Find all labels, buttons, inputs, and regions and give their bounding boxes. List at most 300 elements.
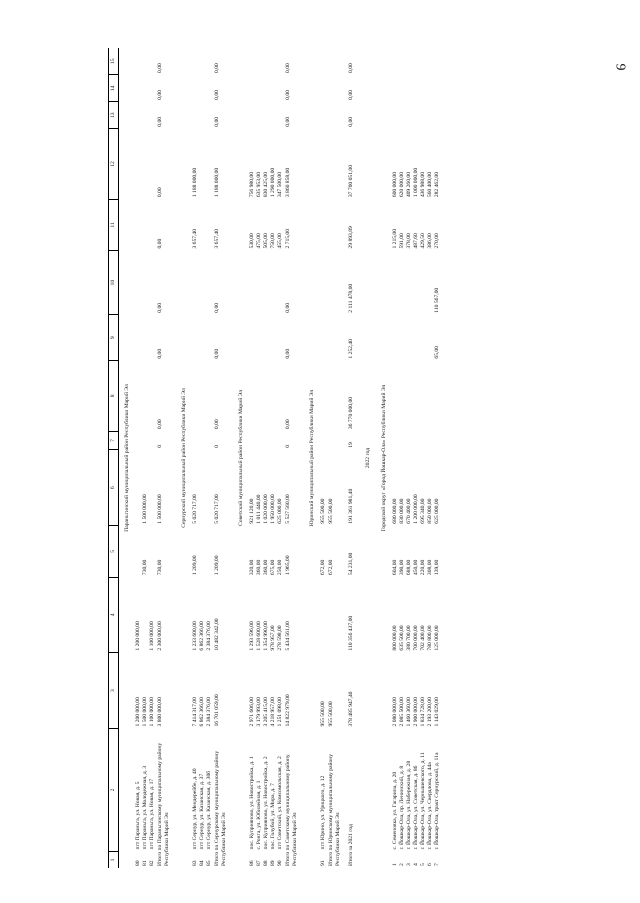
table-row — [399, 48, 406, 868]
cell-c12: 1 188 000,00 — [214, 167, 220, 198]
cell-c4: 978 957,00 — [270, 625, 276, 651]
cell-c13 — [427, 102, 434, 129]
cell-c6: 830 000,00 — [399, 498, 405, 524]
cell-c5 — [149, 526, 156, 577]
cell-c15 — [399, 48, 406, 75]
row-address: пгт Сернур, ул. Казанская, д. 37 — [199, 773, 205, 850]
cell-c8 — [256, 361, 263, 431]
cell-c4: 1 293 596,00 — [249, 621, 255, 651]
header-col-12: 12 — [109, 129, 119, 199]
cell-c14 — [199, 75, 206, 102]
cell-c3: 955 500,00 — [320, 701, 326, 727]
cell-c7 — [142, 431, 149, 450]
table-row — [263, 48, 270, 868]
cell-c14 — [427, 75, 434, 102]
row-number: 6 — [427, 863, 433, 866]
cell-c9 — [249, 315, 256, 361]
cell-c4: 2 384 376,00 — [206, 621, 212, 651]
row-address: г. Йошкар-Ола, ул. Советская, д. 86 — [413, 765, 419, 850]
row-address: с. Ронга, ул. Юбилейная, д. 1 — [256, 780, 262, 850]
header-col-13: 13 — [109, 102, 119, 129]
cell-c11: 3 657,40 — [192, 228, 198, 249]
cell-c14 — [256, 75, 263, 102]
header-col-6: 6 — [109, 450, 119, 526]
cell-c3: 3 179 993,00 — [256, 697, 262, 727]
row-address: с. Семеновка, ул. Гагарина, д. 20 — [392, 771, 398, 850]
cell-c14: 0,00 — [348, 90, 354, 100]
total-row — [284, 48, 304, 868]
row-number: 2 — [399, 863, 405, 866]
cell-c6: 1 500 000,00 — [142, 494, 148, 524]
cell-c3: 1 200 000,00 — [135, 697, 141, 727]
cell-c15 — [142, 48, 149, 75]
rotated-table-container — [108, 28, 628, 868]
cell-c11: 386,00 — [427, 233, 433, 249]
cell-c8 — [263, 361, 270, 431]
cell-c7 — [192, 431, 199, 450]
cell-c11 — [149, 199, 156, 250]
row-address: пгт Параньга, ул. Новая, д. 5 — [135, 781, 141, 850]
cell-c11 — [142, 199, 149, 250]
table-row — [256, 48, 263, 868]
cell-c3: 2 971 606,00 — [249, 697, 255, 727]
table-row — [199, 48, 206, 868]
cell-c15 — [277, 48, 284, 75]
total-row — [327, 48, 347, 868]
cell-c5: 360,00 — [256, 559, 262, 576]
cell-c8 — [406, 361, 413, 431]
cell-c5 — [199, 526, 206, 577]
cell-c3: 3 800 000,00 — [157, 697, 163, 727]
cell-c4: 700 000,00 — [413, 625, 419, 651]
cell-c10 — [413, 251, 420, 315]
cell-c7 — [320, 431, 327, 450]
cell-c14 — [270, 75, 277, 102]
cell-c11: 505,00 — [263, 233, 269, 249]
cell-c9 — [406, 315, 413, 361]
section-heading — [119, 48, 136, 868]
cell-c9: 65,00 — [434, 346, 440, 359]
cell-c3: 6 862 366,00 — [199, 697, 205, 727]
cell-c14 — [434, 75, 441, 102]
row-number: 91 — [320, 860, 326, 866]
cell-c12: 560 400,00 — [427, 172, 433, 198]
cell-c13 — [434, 102, 441, 129]
cell-c13: 0,00 — [214, 116, 220, 127]
cell-c12: 3 860 858,00 — [285, 167, 291, 198]
cell-c3: 2 384 376,00 — [206, 697, 212, 727]
cell-c4: 5 434 561,00 — [285, 621, 291, 651]
table-row — [392, 48, 399, 868]
total-label: Итого по Советскому муниципальному району Республики Марий Эл — [285, 754, 298, 866]
cell-c5: 688,00 — [406, 559, 412, 576]
cell-c9 — [399, 315, 406, 361]
cell-c10 — [327, 251, 347, 315]
cell-c7: 0 — [157, 445, 163, 448]
row-address: пос. Куприяново, ул. Новостройка, д. 1 — [249, 756, 255, 850]
cell-c9 — [413, 315, 420, 361]
cell-c3: 2 193 200,00 — [427, 697, 433, 727]
cell-c9 — [206, 315, 213, 361]
cell-c4: 278 598,00 — [277, 625, 283, 651]
cell-c13 — [413, 102, 420, 129]
cell-c3: 16 701 059,00 — [214, 694, 220, 727]
cell-c5: 320,00 — [249, 559, 255, 576]
cell-c7: 19 — [348, 442, 354, 448]
table-body — [119, 48, 442, 868]
cell-c6 — [206, 450, 213, 526]
cell-c11: 1 215,00 — [392, 228, 398, 249]
cell-c11: 429,50 — [420, 233, 426, 249]
cell-c14 — [192, 75, 199, 102]
cell-c4: 125 000,00 — [434, 625, 440, 651]
row-address: пос. Голубой, ул. Мира, д. 7 — [270, 783, 276, 850]
cell-c7 — [277, 431, 284, 450]
cell-c3: 1 251 098,00 — [277, 697, 283, 727]
row-number: 81 — [142, 860, 148, 866]
cell-c7 — [413, 431, 420, 450]
cell-c5: 139,00 — [434, 559, 440, 576]
cell-c9: 0,00 — [157, 348, 163, 359]
cell-c13 — [270, 102, 277, 129]
cell-c10 — [206, 251, 213, 315]
cell-c9 — [392, 315, 399, 361]
cell-c3: 378 485 947,40 — [348, 691, 354, 727]
table-row — [420, 48, 427, 868]
row-address: пгт Параньга, ул. Новая, д. 17 — [149, 778, 155, 850]
row-number: 3 — [406, 863, 412, 866]
cell-c4: 1 100 000,00 — [149, 621, 155, 651]
cell-c9 — [263, 315, 270, 361]
cell-c9 — [192, 315, 199, 361]
page-number: 9 — [612, 63, 628, 71]
header-col-4: 4 — [109, 577, 119, 653]
header-row — [109, 48, 119, 868]
cell-c10: 110 567,00 — [434, 287, 440, 313]
cell-c10 — [270, 251, 277, 315]
cell-c9: 0,00 — [285, 348, 291, 359]
cell-c5: 1 965,00 — [285, 555, 291, 576]
cell-c4: 10 482 342,00 — [214, 618, 220, 651]
cell-c14 — [135, 75, 142, 102]
cell-c14 — [406, 75, 413, 102]
cell-c10 — [249, 251, 256, 315]
cell-c3: 2 900 000,00 — [413, 697, 419, 727]
cell-c9 — [277, 315, 284, 361]
section-heading — [176, 48, 192, 868]
cell-c8 — [320, 361, 327, 431]
cell-c11: 591,00 — [399, 233, 405, 249]
cell-c12: 282 462,00 — [434, 172, 440, 198]
cell-c15 — [434, 48, 441, 75]
cell-c13 — [420, 102, 427, 129]
header-col-8: 8 — [109, 361, 119, 431]
cell-c12 — [199, 129, 206, 199]
cell-c10: 2 111 478,00 — [348, 283, 354, 313]
cell-c14 — [149, 75, 156, 102]
cell-c5: 672,00 — [328, 559, 334, 576]
cell-c14 — [249, 75, 256, 102]
total-row — [156, 48, 176, 868]
row-number: 89 — [270, 860, 276, 866]
cell-c5: 730,00 — [157, 559, 163, 576]
cell-c7 — [206, 431, 213, 450]
cell-c6: 680 000,00 — [392, 498, 398, 524]
cell-c12 — [327, 129, 347, 199]
cell-c11: 487,60 — [413, 233, 419, 249]
cell-c4: 1 528 600,00 — [256, 621, 262, 651]
cell-c7 — [270, 431, 277, 450]
cell-c9 — [256, 315, 263, 361]
row-address: пгт Сернур, ул. Мендерейбе, д. 40 — [192, 768, 198, 850]
year-heading — [360, 48, 376, 868]
cell-c10 — [406, 251, 413, 315]
cell-c12 — [135, 129, 142, 199]
cell-c15: 0,00 — [348, 63, 354, 73]
cell-c3: 1 143 029,00 — [434, 697, 440, 727]
table-row — [434, 48, 441, 868]
cell-c13 — [256, 102, 263, 129]
row-address: пос. Куприяново, ул. Новостройка, д. 2 — [263, 756, 269, 850]
cell-c6 — [149, 450, 156, 526]
row-number: 84 — [199, 860, 205, 866]
cell-c11: 2 715,00 — [285, 228, 291, 249]
section-heading — [304, 48, 320, 868]
row-address: г. Йошкар-Ола, тракт Сернурский, д. 11а — [434, 752, 440, 850]
cell-c6: 625 000,00 — [277, 498, 283, 524]
cell-c11 — [320, 199, 327, 250]
cell-c13 — [392, 102, 399, 129]
cell-c6: 625 000,00 — [434, 498, 440, 524]
cell-c11 — [135, 199, 142, 250]
cell-c7 — [420, 431, 427, 450]
cell-c15 — [392, 48, 399, 75]
cell-c5: 730,00 — [142, 559, 148, 576]
cell-c8: 0,00 — [285, 419, 291, 430]
cell-c10: 0,00 — [214, 302, 220, 313]
cell-c14 — [263, 75, 270, 102]
table-row — [249, 48, 256, 868]
cell-c9 — [270, 315, 277, 361]
section-heading-title: Советский муниципальный район Республики Марий Эл — [238, 390, 244, 527]
row-number: 88 — [263, 860, 269, 866]
cell-c9 — [199, 315, 206, 361]
header-col-10: 10 — [109, 251, 119, 315]
cell-c10 — [427, 251, 434, 315]
cell-c12: 347 500,00 — [277, 172, 283, 198]
cell-c10 — [420, 251, 427, 315]
cell-c13: 0,00 — [285, 116, 291, 127]
cell-c12: 756 980,00 — [249, 172, 255, 198]
cell-c14 — [420, 75, 427, 102]
cell-c4: 380 700,00 — [406, 625, 412, 651]
cell-c5: 675,00 — [270, 559, 276, 576]
cell-c11: 3 657,40 — [214, 228, 220, 249]
cell-c15 — [256, 48, 263, 75]
cell-c5: 1 209,00 — [192, 555, 198, 576]
row-address: пгт Параньга, ул. Молодежная, д. 3 — [142, 765, 148, 850]
cell-c7: 0 — [285, 445, 291, 448]
cell-c12: 409 260,00 — [406, 172, 412, 198]
cell-c4 — [327, 577, 347, 653]
cell-c13 — [149, 102, 156, 129]
header-col-1: 1 — [109, 852, 119, 869]
cell-c3: 1 100 000,00 — [149, 697, 155, 727]
cell-c5: 308,00 — [427, 559, 433, 576]
cell-c9 — [320, 315, 327, 361]
total-label: Итого по Сернурскому муниципальному району Республики Марий Эл — [214, 750, 227, 866]
row-number: 7 — [434, 863, 440, 866]
cell-c5 — [206, 526, 213, 577]
cell-c11 — [199, 199, 206, 250]
cell-c10 — [135, 251, 142, 315]
cell-c6: 1 020 000,00 — [263, 494, 269, 524]
cell-c5: 604,00 — [392, 559, 398, 576]
row-address: г. Йошкар-Ола, ул. Свердлова, д. 44а — [427, 762, 433, 850]
cell-c12: 37 700 051,00 — [348, 165, 354, 198]
cell-c12: 830 425,00 — [263, 172, 269, 198]
cell-c13 — [135, 102, 142, 129]
cell-c15 — [270, 48, 277, 75]
row-number: 80 — [135, 860, 141, 866]
header-col-15: 15 — [109, 48, 119, 75]
cell-c4: 110 356 437,00 — [348, 615, 354, 651]
table-row — [427, 48, 434, 868]
cell-c5: 54 231,00 — [348, 552, 354, 576]
cell-c3: 1 834 728,00 — [420, 697, 426, 727]
total-row — [347, 48, 360, 868]
cell-c15 — [199, 48, 206, 75]
header-col-14: 14 — [109, 75, 119, 102]
cell-c11: 378,00 — [406, 233, 412, 249]
cell-c13 — [277, 102, 284, 129]
cell-c6: 695 340,00 — [420, 498, 426, 524]
cell-c12 — [149, 129, 156, 199]
cell-c8 — [199, 361, 206, 431]
table-header — [109, 48, 119, 868]
cell-c15 — [420, 48, 427, 75]
cell-c5 — [135, 526, 142, 577]
cell-c12: 635 953,00 — [256, 172, 262, 198]
cell-c9 — [427, 315, 434, 361]
cell-c10 — [263, 251, 270, 315]
cell-c15 — [135, 48, 142, 75]
cell-c6: 921 120,00 — [249, 498, 255, 524]
cell-c4 — [320, 577, 327, 653]
row-number: 87 — [256, 860, 262, 866]
cell-c14 — [277, 75, 284, 102]
year-heading-title: 2022 год — [365, 447, 371, 469]
header-col-5: 5 — [109, 526, 119, 577]
table-row — [135, 48, 142, 868]
cell-c10 — [149, 251, 156, 315]
cell-c10 — [192, 251, 199, 315]
cell-c3: 2 080 000,00 — [392, 697, 398, 727]
cell-c5: 450,00 — [413, 559, 419, 576]
cell-c6 — [199, 450, 206, 526]
cell-c13: 0,00 — [157, 116, 163, 127]
cell-c7 — [135, 431, 142, 450]
row-number: 85 — [206, 860, 212, 866]
cell-c6 — [135, 450, 142, 526]
table-row — [270, 48, 277, 868]
cell-c7 — [399, 431, 406, 450]
cell-c13 — [320, 102, 327, 129]
cell-c13 — [192, 102, 199, 129]
cell-c8 — [206, 361, 213, 431]
cell-c13 — [399, 102, 406, 129]
total-label: Итого по Юринскому муниципальному району Республики Марий Эл — [328, 753, 341, 866]
cell-c4: 1 233 600,00 — [192, 621, 198, 651]
cell-c3: 7 414 317,00 — [192, 697, 198, 727]
cell-c3: 955 500,00 — [328, 701, 334, 727]
cell-c9 — [142, 315, 149, 361]
cell-c3: 3 205 415,00 — [263, 697, 269, 727]
cell-c12: 436 988,00 — [420, 172, 426, 198]
row-number: 83 — [192, 860, 198, 866]
cell-c15 — [263, 48, 270, 75]
table-row — [149, 48, 156, 868]
cell-c11 — [206, 199, 213, 250]
cell-c13 — [263, 102, 270, 129]
row-address: г. Йошкар-Ола, ул. Набережная, д. 28 — [406, 760, 412, 850]
cell-c15 — [149, 48, 156, 75]
header-col-7: 7 — [109, 431, 119, 450]
cell-c8: 0,00 — [157, 419, 163, 430]
cell-c8 — [434, 361, 441, 431]
cell-c15 — [249, 48, 256, 75]
header-col-3: 3 — [109, 653, 119, 729]
cell-c8 — [270, 361, 277, 431]
cell-c3: 2 085 500,00 — [399, 697, 405, 727]
cell-c4: 780 800,00 — [427, 625, 433, 651]
cell-c13 — [142, 102, 149, 129]
cell-c8 — [392, 361, 399, 431]
cell-c11: 530,00 — [249, 233, 255, 249]
header-col-11: 11 — [109, 199, 119, 250]
cell-c8 — [413, 361, 420, 431]
cell-c3: 4 218 957,00 — [270, 697, 276, 727]
table-row — [413, 48, 420, 868]
cell-c7: 0 — [214, 445, 220, 448]
cell-c14 — [413, 75, 420, 102]
cell-c8 — [427, 361, 434, 431]
cell-c6: 670 400,00 — [406, 498, 412, 524]
cell-c11 — [327, 199, 347, 250]
cell-c9: 1 252,40 — [348, 339, 354, 359]
cell-c12 — [206, 129, 213, 199]
cell-c14: 0,00 — [214, 90, 220, 100]
cell-c15: 0,00 — [157, 63, 163, 73]
cell-c8 — [399, 361, 406, 431]
row-number: 82 — [149, 860, 155, 866]
cell-c4: 702 400,00 — [420, 625, 426, 651]
cell-c9 — [327, 315, 347, 361]
cell-c3: 1 460 360,00 — [406, 697, 412, 727]
table-row — [406, 48, 413, 868]
cell-c6: 5 020 717,00 — [214, 494, 220, 524]
cell-c15 — [327, 48, 347, 75]
cell-c8 — [277, 361, 284, 431]
cell-c7 — [199, 431, 206, 450]
cell-c12: 1 290 000,00 — [270, 167, 276, 198]
table-row — [142, 48, 149, 868]
cell-c11: 750,00 — [270, 233, 276, 249]
cell-c15: 0,00 — [214, 63, 220, 73]
cell-c5: 360,00 — [263, 559, 269, 576]
cell-c11: 475,00 — [256, 233, 262, 249]
cell-c5: 1 209,00 — [214, 555, 220, 576]
